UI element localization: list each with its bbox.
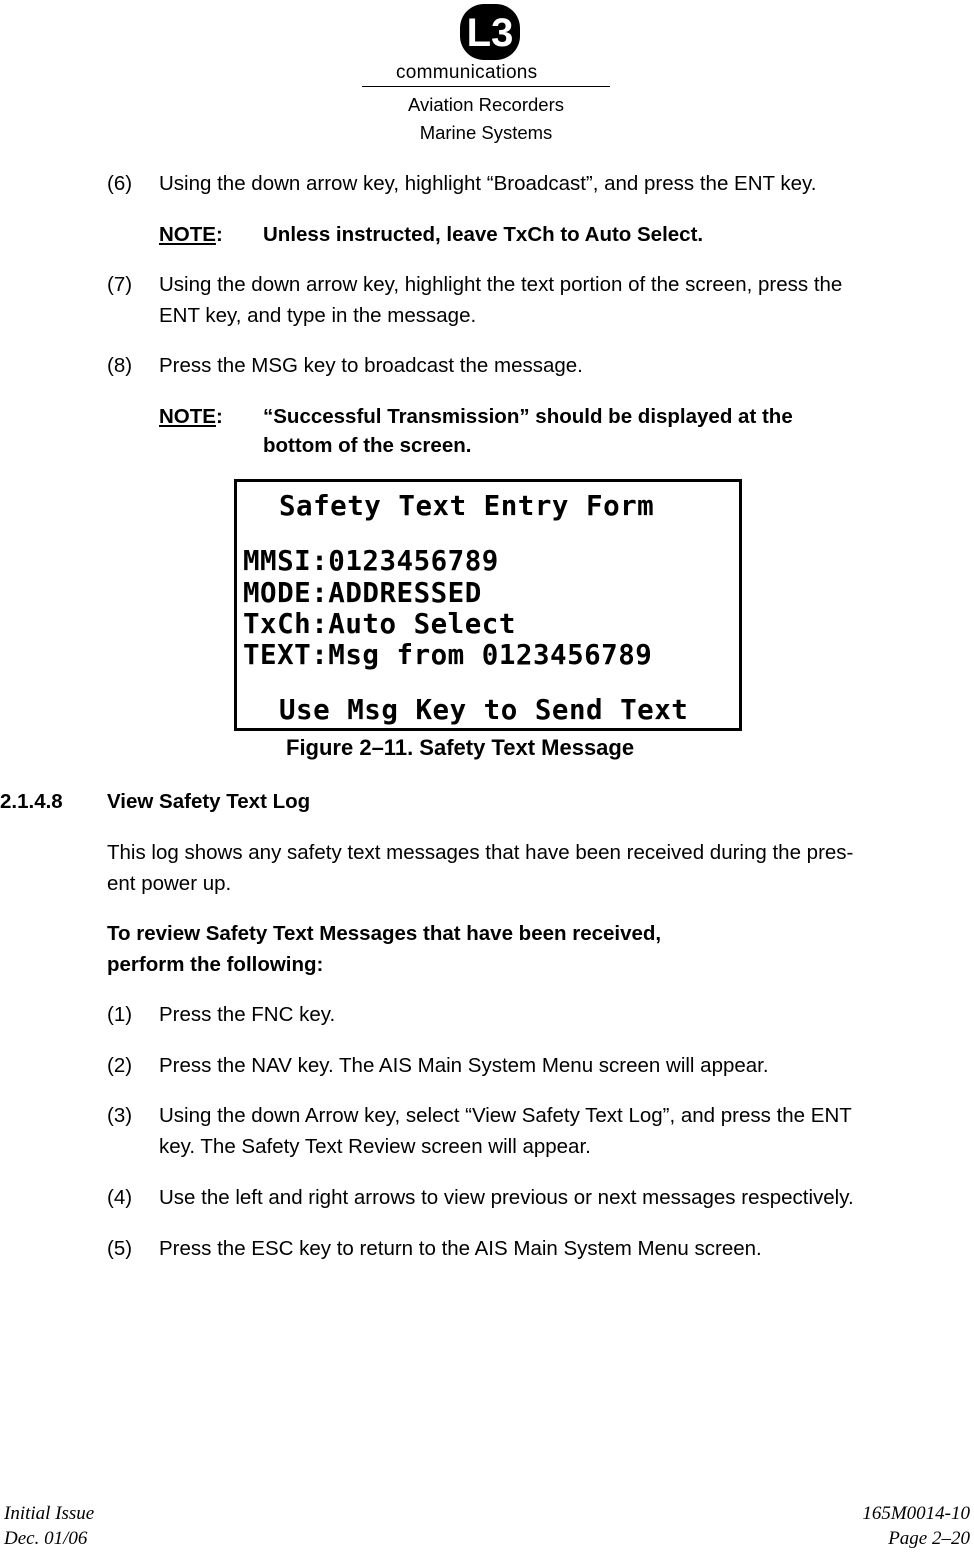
instruction-text: perform the following: <box>107 953 324 976</box>
step-text: ENT key, and type in the message. <box>159 304 477 327</box>
screen-txch: TxCh:Auto Select <box>243 608 516 640</box>
step-text: Press the NAV key. The AIS Main System Menu screen will appear. <box>159 1054 769 1077</box>
step-text: key. The Safety Text Review screen will appear. <box>159 1135 591 1158</box>
step-text: Using the down arrow key, highlight “Broadcast”, and press the ENT key. <box>159 172 817 195</box>
step-number: (5) <box>107 1237 133 1260</box>
step-number: (6) <box>107 172 133 195</box>
note-label: NOTE: <box>159 405 223 428</box>
step-text: Using the down Arrow key, select “View Safety Text Log”, and press the ENT <box>159 1104 852 1127</box>
screen-footer: Use Msg Key to Send Text <box>279 694 689 726</box>
step-text: Press the ESC key to return to the AIS Main System Menu screen. <box>159 1237 762 1260</box>
screen-mode: MODE:ADDRESSED <box>243 577 482 609</box>
instruction-text: To review Safety Text Messages that have been received, <box>107 922 662 945</box>
step-number: (4) <box>107 1186 133 1209</box>
step-number: (8) <box>107 354 133 377</box>
intro-text: ent power up. <box>107 872 232 895</box>
lcd-screen <box>234 479 742 731</box>
screen-title: Safety Text Entry Form <box>279 490 655 522</box>
screen-text: TEXT:Msg from 0123456789 <box>243 639 653 671</box>
step-number: (2) <box>107 1054 133 1077</box>
figure-caption: Figure 2–11. Safety Text Message <box>286 735 635 760</box>
note-text: bottom of the screen. <box>263 434 472 457</box>
note-text: “Successful Transmission” should be displayed at the <box>263 405 793 428</box>
step-text: Using the down arrow key, highlight the text portion of the screen, press the <box>159 273 843 296</box>
header-rule <box>362 86 610 87</box>
footer-date: Dec. 01/06 <box>4 1528 88 1549</box>
footer-doc-number: 165M0014-10 <box>862 1503 970 1524</box>
step-text: Press the MSG key to broadcast the message. <box>159 354 583 377</box>
step-text: Press the FNC key. <box>159 1003 336 1026</box>
footer-page: Page 2–20 <box>888 1528 970 1549</box>
step-number: (7) <box>107 273 133 296</box>
step-number: (3) <box>107 1104 133 1127</box>
step-number: (1) <box>107 1003 133 1026</box>
division-marine: Marine Systems <box>419 122 553 143</box>
intro-text: This log shows any safety text messages that have been received during the pres- <box>107 841 854 864</box>
footer-issue: Initial Issue <box>4 1503 95 1524</box>
section-title: View Safety Text Log <box>107 790 311 813</box>
section-number: 2.1.4.8 <box>0 790 63 813</box>
screen-mmsi: MMSI:0123456789 <box>243 545 499 577</box>
note-label: NOTE: <box>159 223 223 246</box>
logo-text: L3 <box>466 11 514 55</box>
note-text: Unless instructed, leave TxCh to Auto Select. <box>263 223 704 246</box>
step-text: Use the left and right arrows to view previous or next messages respectively. <box>159 1186 854 1209</box>
company-name: communications <box>396 62 538 83</box>
division-aviation: Aviation Recorders <box>408 94 564 115</box>
l3-logo <box>458 2 522 62</box>
